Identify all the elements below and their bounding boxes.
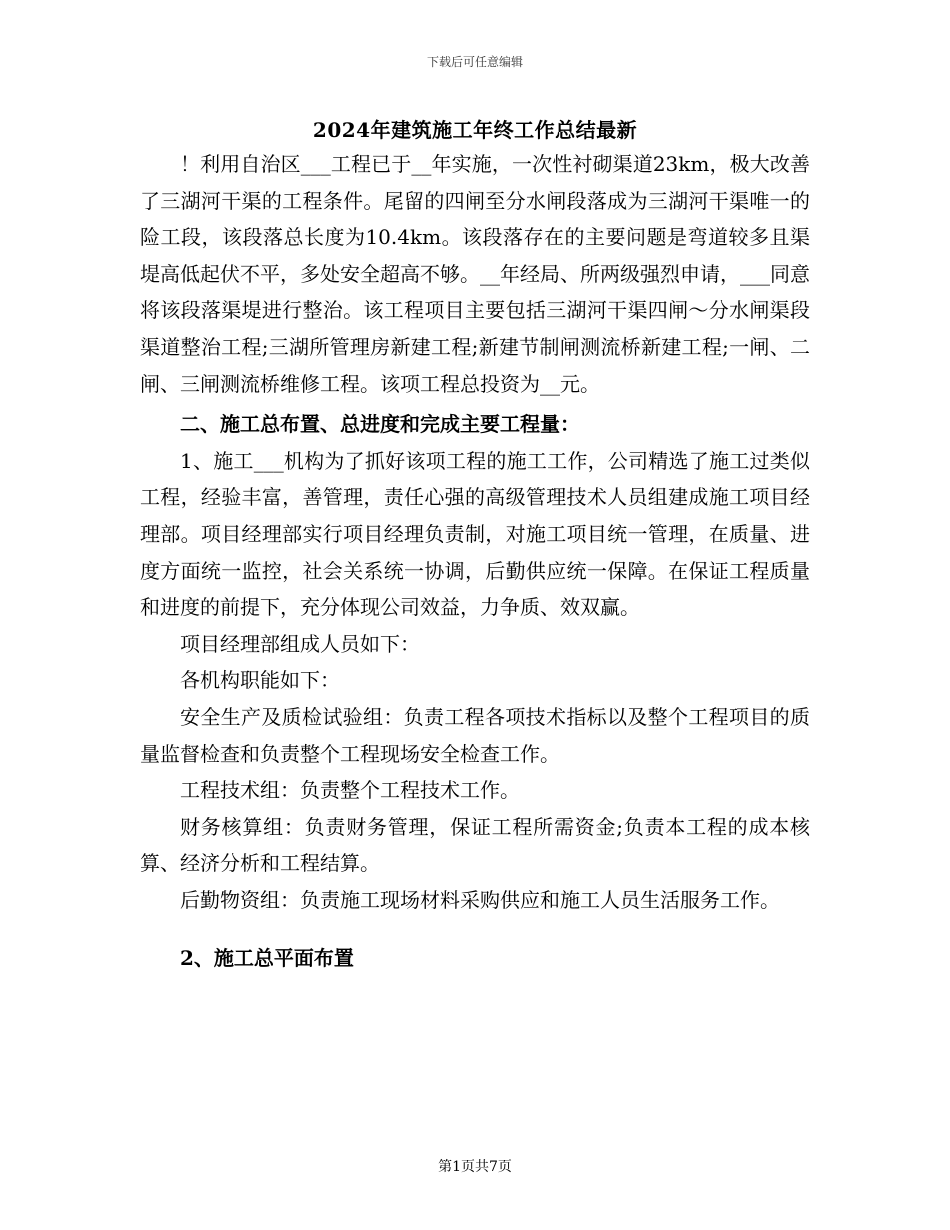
- section-heading-general-layout: 二、施工总布置、总进度和完成主要工程量：: [180, 412, 580, 437]
- section-heading-site-layout: 2、施工总平面布置: [180, 946, 354, 971]
- paragraph-functions: 各机构职能如下：: [180, 668, 340, 693]
- paragraph-project-overview: ！利用自治区___工程已于__年实施，一次性衬砌渠道23km，极大改善了三湖河干渠的工程条件。尾留的四闸至分水闸段落成为三湖河干渠唯一的险工段，该段落总长度为10.4km。该段落存在的主要问题是弯道较多且渠堤高低起伏不平，多处安全超高不够。__年经局、所两级强烈申请，___同意将该段落渠堤进行整治。该工程项目主要包括三湖河干渠四闸～分水闸渠段渠道整治工程;三湖所管理房新建工程;新建节制闸测流桥新建工程;一闸、二闸、三闸测流桥维修工程。该项工程总投资为__元。: [140, 152, 810, 396]
- document-title: 2024年建筑施工年终工作总结最新: [312, 118, 638, 142]
- paragraph-logistics-group: 后勤物资组：负责施工现场材料采购供应和施工人员生活服务工作。: [180, 887, 780, 912]
- document-body: [140, 146, 810, 977]
- page-header-note: 下载后可任意编辑: [426, 55, 523, 69]
- paragraph-construction-organization: 1、施工___机构为了抓好该项工程的施工工作，公司精选了施工过类似工程，经验丰富，善管理，责任心强的高级管理技术人员组建成施工项目经理部。项目经理部实行项目经理负责制，对施工项目统一管理，在质量、进度方面统一监控，社会关系统一协调，后勤供应统一保障。在保证工程质量和进度的前提下，充分体现公司效益，力争质、效双赢。: [140, 448, 810, 620]
- paragraph-safety-quality-group: 安全生产及质检试验组：负责工程各项技术指标以及整个工程项目的质量监督检查和负责整个工程现场安全检查工作。: [140, 704, 810, 766]
- paragraph-finance-group: 财务核算组：负责财务管理，保证工程所需资金;负责本工程的成本核算、经济分析和工程结算。: [140, 814, 810, 876]
- page-number-footer: 第1页共7页: [438, 1159, 512, 1175]
- paragraph-team-members: 项目经理部组成人员如下：: [180, 631, 420, 656]
- paragraph-technical-group: 工程技术组：负责整个工程技术工作。: [180, 778, 520, 803]
